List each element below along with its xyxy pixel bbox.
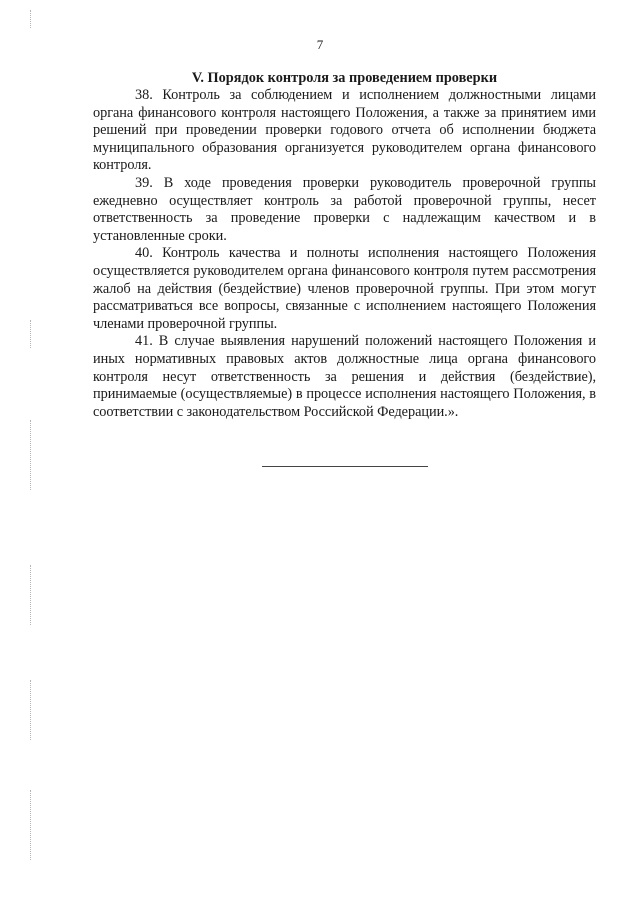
scan-edge-mark — [30, 565, 32, 625]
paragraph-41: 41. В случае выявления нарушений положений настоящего Положения и иных нормативных правовых актов должностные лица органа финансового контроля несут ответственность за решения и действия (бездействие), принимаемые (осуществляемые) в процессе исполнения настоящего Положения, в соответствии с законодательством Российской Федерации.». — [93, 333, 596, 420]
scan-edge-mark — [30, 420, 32, 490]
scan-edge-mark — [30, 790, 32, 860]
section-title: V. Порядок контроля за проведением проверки — [191, 70, 498, 86]
paragraph-38: 38. Контроль за соблюдением и исполнением должностными лицами органа финансового контроля настоящего Положения, а также за принятием ими решений при проведении проверки годового отчета об исполнении бюджета муниципального образования организуется руководителем органа финансового контроля. — [93, 87, 596, 174]
page-number: 7 — [316, 37, 324, 52]
end-rule — [262, 466, 428, 467]
scan-edge-mark — [30, 320, 32, 348]
paragraph-39: 39. В ходе проведения проверки руководитель проверочной группы ежедневно осуществляет контроль за работой проверочной группы, несет ответственность за проведение проверки с надлежащим качеством и в установленные сроки. — [93, 174, 596, 244]
paragraph-40: 40. Контроль качества и полноты исполнения настоящего Положения осуществляется руководителем органа финансового контроля путем рассмотрения жалоб на действия (бездействие) членов проверочной группы. При этом могут рассматриваться все вопросы, связанные с исполнением настоящего Положения членами проверочной группы. — [93, 245, 596, 332]
scan-edge-mark — [30, 680, 32, 740]
document-body — [93, 70, 596, 421]
scan-edge-mark — [30, 10, 32, 28]
